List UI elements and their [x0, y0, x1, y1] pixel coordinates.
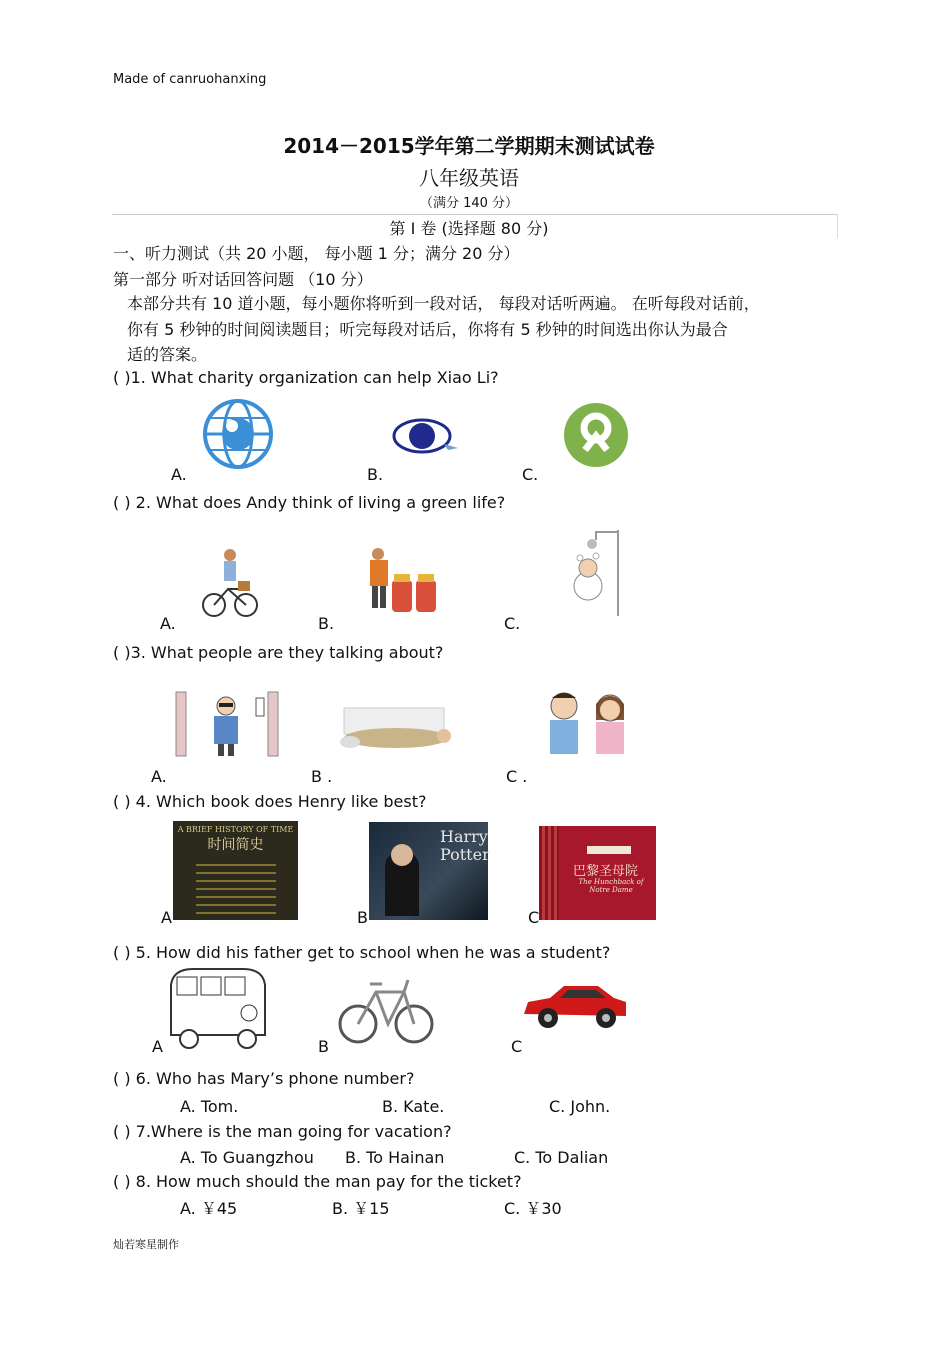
talking-people-image [540, 686, 636, 758]
section-heading: 一、听力测试（共 20 小题， 每小题 1 分；满分 20 分） [113, 244, 520, 263]
question-6: ( ) 6. Who has Mary’s phone number? [113, 1069, 415, 1088]
bus-image [163, 965, 271, 1051]
option-label: B [357, 908, 368, 927]
book-c-ornament [539, 826, 559, 920]
recycle-bins-image [362, 546, 442, 616]
option-label: A. [160, 614, 176, 633]
question-8: ( ) 8. How much should the man pay for the ticket? [113, 1172, 522, 1191]
instruction-line: 你有 5 秒钟的时间阅读题目；听完每段对话后，你将有 5 秒钟的时间选出你认为最合 [127, 320, 728, 339]
question-2: ( ) 2. What does Andy think of living a green life? [113, 493, 506, 512]
exam-title: 2014－2015学年第二学期期末测试试卷 [283, 134, 655, 158]
footer-text: 灿若寒星制作 [113, 1238, 179, 1251]
option-label: A [161, 908, 172, 927]
score-note: （满分 140 分） [419, 196, 519, 211]
option-label: C [511, 1037, 523, 1056]
question-5: ( ) 5. How did his father get to school when he was a student? [113, 943, 611, 962]
option-label: A [152, 1037, 163, 1056]
option-label: B. To Hainan [345, 1148, 445, 1167]
question-1: ( )1. What charity organization can help Xiao Li? [113, 368, 499, 387]
book-b-face [391, 844, 413, 866]
book-a-title: A BRIEF HISTORY OF TIME [177, 825, 294, 834]
option-label: B. Kate. [382, 1097, 445, 1116]
instruction-line: 适的答案。 [127, 345, 208, 364]
option-label: B. [318, 614, 335, 633]
option-label: A. [151, 767, 167, 786]
option-label: B . [311, 767, 333, 786]
book-b-title: Harry Potter [440, 827, 490, 864]
divider [112, 214, 838, 215]
book-brief-history-image [173, 821, 298, 920]
option-label: B [318, 1037, 329, 1056]
exam-subtitle: 八年级英语 [419, 166, 519, 190]
option-label: C. John. [549, 1097, 611, 1116]
question-3: ( )3. What people are they talking about? [113, 643, 444, 662]
bicycle-image [338, 970, 434, 1046]
question-4: ( ) 4. Which book does Henry like best? [113, 792, 427, 811]
option-label: A. To Guangzhou [180, 1148, 314, 1167]
option-label: B. [367, 465, 384, 484]
option-label: C. To Dalian [514, 1148, 609, 1167]
option-label: C . [506, 767, 528, 786]
question-7: ( ) 7.Where is the man going for vacation? [113, 1122, 452, 1141]
option-label: A. [171, 465, 187, 484]
option-label: A. ￥45 [180, 1199, 238, 1218]
volume-heading: 第 I 卷 (选择题 80 分) [389, 219, 549, 238]
elevator-man-image [174, 690, 284, 758]
option-label: C. [522, 465, 539, 484]
book-c-en: The Hunchback of Notre Dame [578, 878, 644, 894]
instruction-line: 本部分共有 10 道小题，每小题你将听到一段对话， 每段对话听两遍。 在听每段对话前， [127, 294, 760, 313]
option-label: C. [504, 614, 521, 633]
book-a-pattern [196, 858, 276, 914]
header-text: Made of canruohanxing [113, 72, 267, 87]
sleeping-homeless-image [336, 704, 460, 752]
option-label: A. Tom. [180, 1097, 239, 1116]
option-label: C. ￥30 [504, 1199, 562, 1218]
book-c-cn: 巴黎圣母院 [573, 864, 639, 879]
car-image [520, 980, 630, 1032]
book-a-cn: 时间简史 [207, 837, 264, 853]
option-label: B. ￥15 [332, 1199, 390, 1218]
book-harry-potter-image [369, 822, 488, 920]
part-heading: 第一部分 听对话回答问题 （10 分） [113, 270, 373, 289]
shower-image [566, 526, 626, 618]
option-label: C [528, 908, 540, 927]
unicef-logo-image [198, 398, 278, 470]
oxfam-logo-image [563, 402, 629, 468]
eye-logo-image [392, 412, 462, 460]
cyclist-image [202, 547, 258, 619]
book-notre-dame-image [539, 826, 656, 920]
book-c-band [587, 846, 631, 854]
